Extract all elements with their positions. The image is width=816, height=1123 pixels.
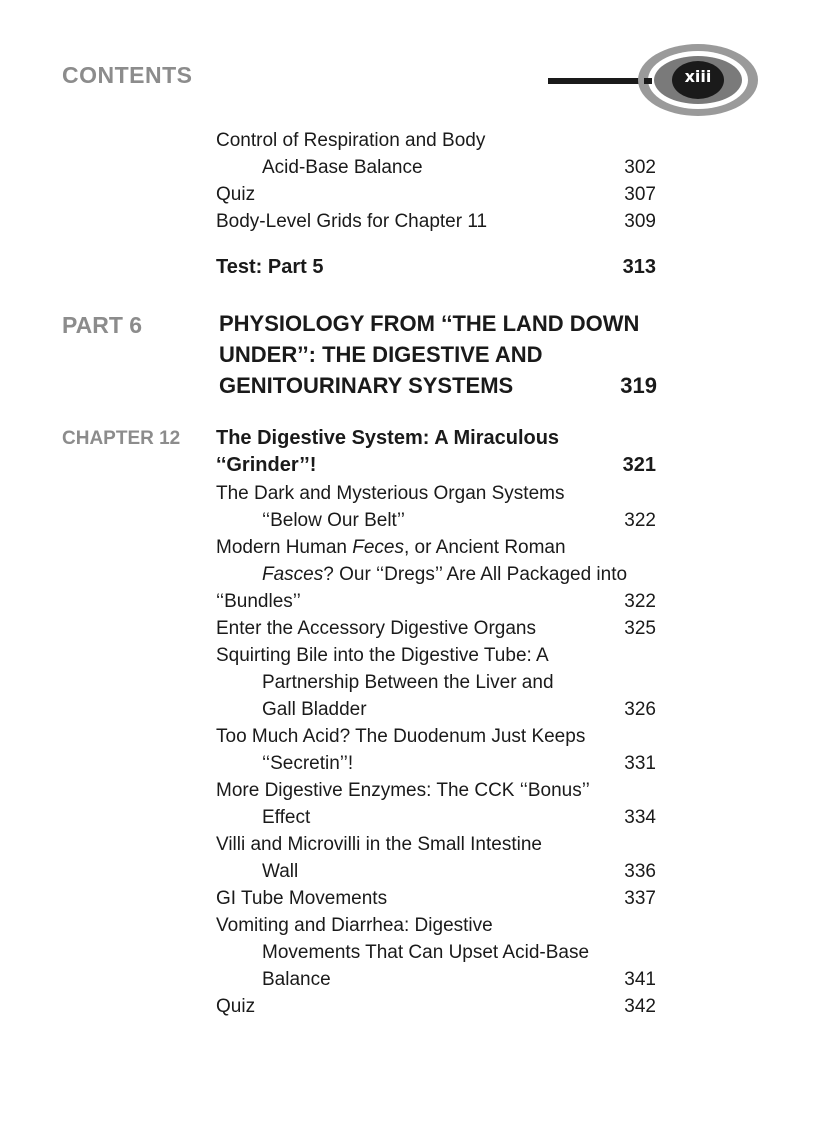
toc-entry <box>216 480 656 534</box>
toc-entry <box>216 723 656 777</box>
toc-page-number: 325 <box>624 618 656 639</box>
toc-entry-title: More Digestive Enzymes: The CCK ‘‘Bonus’’ <box>216 780 590 801</box>
toc-page-number: 322 <box>624 591 656 612</box>
part-label: PART 6 <box>62 312 143 338</box>
toc-entry-title: Squirting Bile into the Digestive Tube: A <box>216 645 549 666</box>
part-title-line: GENITOURINARY SYSTEMS <box>219 373 514 398</box>
toc-entry-title: Too Much Acid? The Duodenum Just Keeps <box>216 726 586 747</box>
toc-entry-title: Villi and Microvilli in the Small Intestine <box>216 834 542 855</box>
toc-entry <box>216 642 656 723</box>
toc-page-number: 341 <box>624 969 656 990</box>
toc-entry <box>216 534 686 615</box>
toc-entry-title: ‘‘Below Our Belt’’ <box>262 510 405 531</box>
toc-entry-title: Fasces? Our ‘‘Dregs’’ Are All Packaged into <box>262 564 628 585</box>
page-number: xiii <box>684 67 712 86</box>
chapter-page-number: 321 <box>622 454 656 476</box>
toc-page-number: 313 <box>622 256 656 278</box>
chapter-title-line: The Digestive System: A Miraculous <box>216 427 560 449</box>
toc-page-number: 326 <box>624 699 656 720</box>
toc-entry-title: Gall Bladder <box>262 699 367 720</box>
toc-entry-title: Control of Respiration and Body <box>216 130 486 151</box>
toc-page-number: 336 <box>624 861 656 882</box>
toc-entry-title: Quiz <box>216 184 256 205</box>
part-title <box>219 308 657 401</box>
toc-entry-title: Enter the Accessory Digestive Organs <box>216 618 536 639</box>
toc-page-number: 334 <box>624 807 656 828</box>
toc-entry-title: Quiz <box>216 996 256 1017</box>
toc-entry-title: Test: Part 5 <box>216 256 324 278</box>
toc-page-number: 322 <box>624 510 656 531</box>
part-page-number: 319 <box>620 373 657 398</box>
chapter-title-line: ‘‘Grinder’’! <box>216 454 317 476</box>
toc-entry-test <box>216 254 656 281</box>
part-title-line: UNDER’’: THE DIGESTIVE AND <box>219 342 543 367</box>
chapter-title <box>216 425 656 479</box>
part-title-line: PHYSIOLOGY FROM ‘‘THE LAND DOWN <box>219 311 640 336</box>
toc-entry-title: ‘‘Secretin’’! <box>262 753 354 774</box>
toc-entry-title: Effect <box>262 807 311 828</box>
toc-entry <box>216 777 656 831</box>
toc-entry <box>216 208 656 235</box>
chapter-label: CHAPTER 12 <box>62 428 181 449</box>
toc-entry <box>216 181 656 208</box>
toc-entry-title: Acid-Base Balance <box>262 157 423 178</box>
toc-entry-title: Modern Human Feces, or Ancient Roman <box>216 537 566 558</box>
toc-page-number: 302 <box>624 157 656 178</box>
toc-entry-title: Vomiting and Diarrhea: Digestive <box>216 915 493 936</box>
toc-page-number: 331 <box>624 753 656 774</box>
toc-entry <box>216 127 656 181</box>
folio-badge <box>548 38 763 118</box>
toc-entry <box>216 993 656 1020</box>
toc-entry-title: The Dark and Mysterious Organ Systems <box>216 483 565 504</box>
toc-entry-title: Movements That Can Upset Acid-Base <box>262 942 590 963</box>
toc-page-number: 337 <box>624 888 656 909</box>
toc-entry-title: Body-Level Grids for Chapter 11 <box>216 211 488 232</box>
toc-entry <box>216 912 656 993</box>
folio-ornament-icon <box>548 38 763 118</box>
toc-entry-title: GI Tube Movements <box>216 888 388 909</box>
toc-page-number: 307 <box>624 184 656 205</box>
toc-page-number: 309 <box>624 211 656 232</box>
running-head: CONTENTS <box>62 62 193 88</box>
toc-entry-title: Balance <box>262 969 331 990</box>
toc-entry <box>216 615 656 642</box>
toc-entry <box>216 831 656 885</box>
toc-entry-title: Wall <box>262 861 299 882</box>
toc-entry-title: Partnership Between the Liver and <box>262 672 554 693</box>
toc-page-number: 342 <box>624 996 656 1017</box>
toc-entry <box>216 885 656 912</box>
toc-entry-title: ‘‘Bundles’’ <box>216 591 301 612</box>
